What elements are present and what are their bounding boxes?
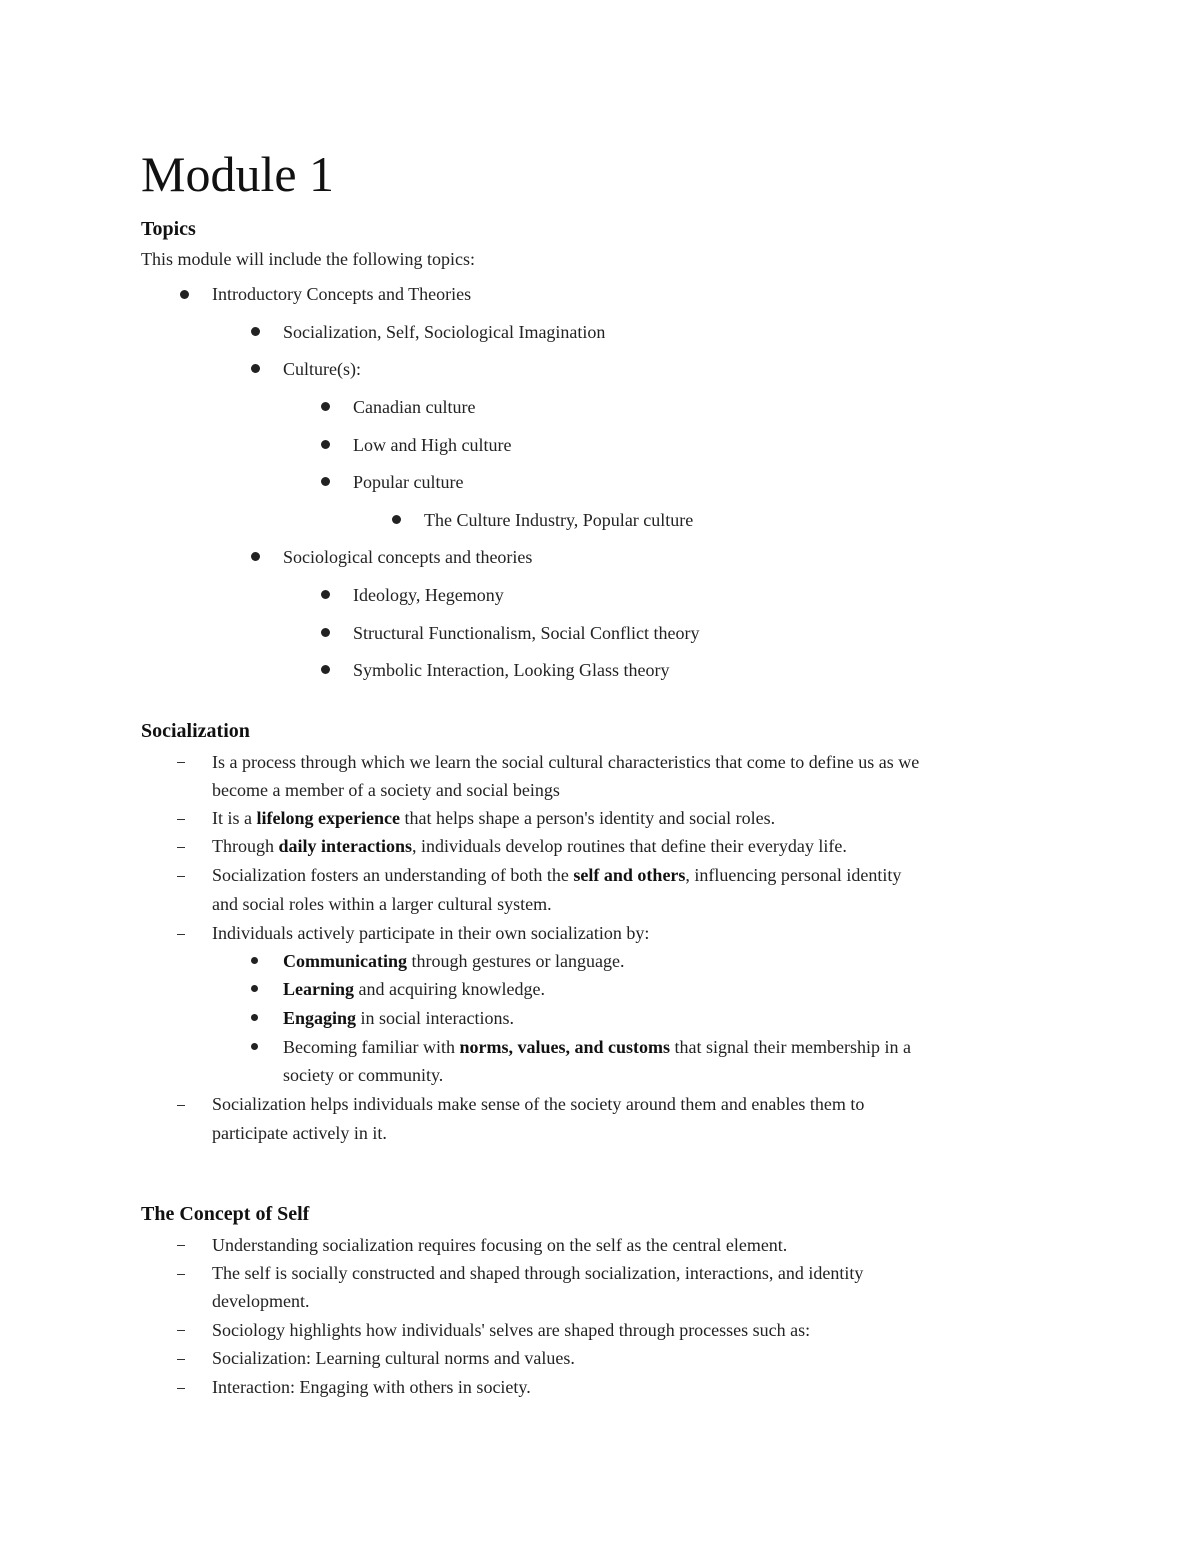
bullet-icon bbox=[321, 402, 330, 411]
sub-bullet-line: society or community. bbox=[283, 1065, 444, 1085]
dash-icon bbox=[177, 762, 185, 763]
self-heading: The Concept of Self bbox=[141, 1203, 310, 1225]
dash-icon bbox=[177, 1388, 185, 1389]
topic-item: Structural Functionalism, Social Conflict theory bbox=[353, 623, 700, 643]
sub-bullet-line: Engaging in social interactions. bbox=[283, 1008, 514, 1028]
topics-heading: Topics bbox=[141, 218, 196, 240]
bullet-icon bbox=[321, 628, 330, 637]
paragraph-line: Socialization fosters an understanding of both the self and others, influencing personal identity bbox=[212, 865, 902, 885]
topic-item: Ideology, Hegemony bbox=[353, 585, 504, 605]
topic-item: Popular culture bbox=[353, 472, 464, 492]
topics-intro: This module will include the following topics: bbox=[141, 249, 475, 269]
topic-item: The Culture Industry, Popular culture bbox=[424, 510, 694, 530]
bullet-icon bbox=[251, 985, 258, 992]
bullet-icon bbox=[251, 552, 260, 561]
bullet-icon bbox=[251, 957, 258, 964]
page-title: Module 1 bbox=[141, 146, 335, 202]
paragraph-line: Is a process through which we learn the social cultural characteristics that come to define us as we bbox=[212, 752, 920, 772]
paragraph-line: It is a lifelong experience that helps shape a person's identity and social roles. bbox=[212, 808, 776, 828]
topic-item: Low and High culture bbox=[353, 435, 512, 455]
paragraph-line: Sociology highlights how individuals' selves are shaped through processes such as: bbox=[212, 1320, 811, 1340]
bullet-icon bbox=[251, 327, 260, 336]
paragraph-line: Socialization helps individuals make sense of the society around them and enables them to bbox=[212, 1094, 865, 1114]
dash-icon bbox=[177, 1330, 185, 1331]
bullet-icon bbox=[321, 665, 330, 674]
bullet-icon bbox=[392, 515, 401, 524]
socialization-heading: Socialization bbox=[141, 720, 250, 742]
topic-item: Socialization, Self, Sociological Imagination bbox=[283, 322, 606, 342]
paragraph-line: and social roles within a larger cultural system. bbox=[212, 894, 552, 914]
dash-icon bbox=[177, 1105, 185, 1106]
bullet-icon bbox=[321, 440, 330, 449]
bullet-icon bbox=[180, 290, 189, 299]
dash-icon bbox=[177, 1359, 185, 1360]
dash-icon bbox=[177, 819, 185, 820]
topic-item: Sociological concepts and theories bbox=[283, 547, 533, 567]
bullet-icon bbox=[251, 1014, 258, 1021]
sub-bullet-line: Communicating through gestures or language. bbox=[283, 951, 625, 971]
sub-bullet-line: Learning and acquiring knowledge. bbox=[283, 979, 545, 999]
paragraph-line: Socialization: Learning cultural norms and values. bbox=[212, 1348, 575, 1368]
topic-item: Introductory Concepts and Theories bbox=[212, 284, 472, 304]
paragraph-line: Through daily interactions, individuals develop routines that define their everyday life. bbox=[212, 836, 847, 856]
dash-icon bbox=[177, 1274, 185, 1275]
dash-icon bbox=[177, 934, 185, 935]
dash-icon bbox=[177, 847, 185, 848]
sub-bullet-line: Becoming familiar with norms, values, and customs that signal their membership in a bbox=[283, 1037, 911, 1057]
topic-item: Culture(s): bbox=[283, 359, 361, 379]
paragraph-line: participate actively in it. bbox=[212, 1123, 387, 1143]
bullet-icon bbox=[251, 1043, 258, 1050]
paragraph-line: development. bbox=[212, 1291, 310, 1311]
bullet-icon bbox=[321, 590, 330, 599]
topic-item: Canadian culture bbox=[353, 397, 476, 417]
paragraph-line: Understanding socialization requires focusing on the self as the central element. bbox=[212, 1235, 788, 1255]
dash-icon bbox=[177, 876, 185, 877]
bullet-icon bbox=[251, 364, 260, 373]
dash-icon bbox=[177, 1245, 185, 1246]
bullet-icon bbox=[321, 477, 330, 486]
topic-item: Symbolic Interaction, Looking Glass theory bbox=[353, 660, 670, 680]
paragraph-line: The self is socially constructed and shaped through socialization, interactions, and identity bbox=[212, 1263, 864, 1283]
paragraph-line: Individuals actively participate in their own socialization by: bbox=[212, 923, 650, 943]
paragraph-line: become a member of a society and social beings bbox=[212, 780, 560, 800]
paragraph-line: Interaction: Engaging with others in society. bbox=[212, 1377, 531, 1397]
